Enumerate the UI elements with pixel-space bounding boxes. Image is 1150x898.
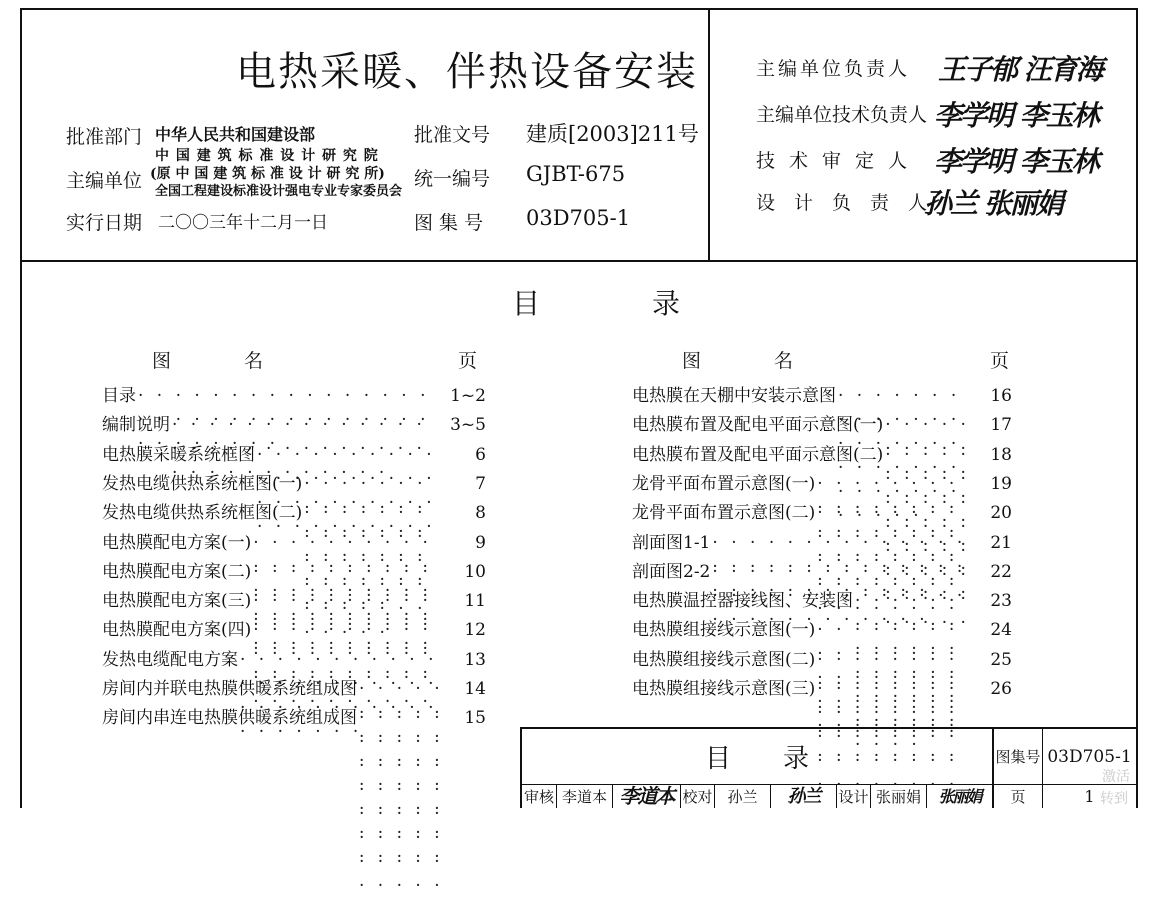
toc-entry-page: 10 <box>464 561 486 582</box>
toc-entry-page: 9 <box>475 532 486 553</box>
toc-entry-page: 24 <box>990 620 1012 641</box>
signature-row-2 <box>756 100 927 127</box>
atlas-no-value: 03D705-1 <box>526 206 631 230</box>
tb-design-name: 张丽娟 <box>875 788 921 806</box>
header-vertical-divider <box>708 8 710 261</box>
toc-entry-name: 龙骨平面布置示意图(一) <box>632 473 816 494</box>
toc-entry-page: 26 <box>990 679 1012 699</box>
toc-entry-page: 8 <box>475 503 486 524</box>
unified-no-label: 统一编号 <box>414 168 491 190</box>
toc-entry-name: 目录 <box>102 386 136 406</box>
tb-review-sig: 李道本 <box>619 783 674 808</box>
editor-label: 主编单位 <box>66 170 143 192</box>
toc-entry-name: 电热膜配电方案(一) <box>102 532 252 553</box>
toc-entry-name: 剖面图2-2 <box>632 561 711 582</box>
toc-entry[interactable] <box>632 443 1012 467</box>
toc-entry-name: 龙骨平面布置示意图(二) <box>632 503 816 524</box>
activation-watermark-line1: 激活 <box>1102 769 1130 785</box>
main-title: 电热采暖、伴热设备安装 <box>236 49 698 95</box>
toc-entry[interactable] <box>632 560 1012 584</box>
toc-entry-name: 发热电缆配电方案 <box>102 649 238 670</box>
toc-entry[interactable] <box>102 413 486 437</box>
toc-entry-page: 14 <box>464 679 486 699</box>
toc-entry[interactable] <box>102 560 486 584</box>
toc-entry-name: 电热膜组接线示意图(二) <box>632 649 816 670</box>
tb-page-label: 页 <box>1010 788 1026 806</box>
toc-entry-page: 17 <box>990 415 1012 436</box>
doc-no-label: 批准文号 <box>414 124 491 146</box>
toc-entry-name: 房间内串连电热膜供暖系统组成图 <box>102 708 357 729</box>
sig-label-reviewer: 技术审定人 <box>756 150 922 172</box>
tb-design-label: 设计 <box>838 788 869 806</box>
tb-review-name: 李道本 <box>561 788 607 806</box>
toc-entry-name: 编制说明 <box>102 415 170 436</box>
sig-tech-chief: 李学明 李玉林 <box>934 99 1098 132</box>
tb-atlas-value: 03D705-1 <box>1047 746 1132 767</box>
toc-entry[interactable] <box>102 531 486 555</box>
toc-entry-name: 电热膜采暖系统框图 <box>102 444 255 465</box>
toc-entry-page: 12 <box>464 620 486 641</box>
sig-label-tech-chief: 主编单位技术负责人 <box>756 104 928 126</box>
toc-entry[interactable] <box>632 618 1012 642</box>
toc-entry[interactable] <box>632 531 1012 555</box>
toc-entry[interactable] <box>632 677 1012 701</box>
toc-entry-page: 15 <box>464 708 486 729</box>
sig-label-chief: 主编单位负责人 <box>756 58 911 80</box>
toc-entry-page: 23 <box>990 591 1012 612</box>
doc-no-value: 建质[2003]211号 <box>526 122 699 146</box>
toc-entry[interactable] <box>632 501 1012 525</box>
toc-entry-page: 19 <box>990 473 1012 494</box>
frame-top <box>20 8 1138 10</box>
tb-check-name: 孙兰 <box>727 788 758 806</box>
toc-entry-name: 房间内并联电热膜供暖系统组成图 <box>102 679 357 699</box>
toc-entry[interactable] <box>102 677 486 701</box>
toc-entry-page: 13 <box>464 649 486 670</box>
toc-entry-name: 电热膜在天棚中安装示意图 <box>632 386 836 406</box>
editor-line-2: (原 中 国 建 筑 标 准 设 计 研 究 所) <box>150 166 385 182</box>
sig-designer: 孙兰 张丽娟 <box>924 187 1062 220</box>
toc-entry-page: 16 <box>990 386 1012 406</box>
signature-row-1 <box>756 54 910 81</box>
toc-right-col-name: 图 名 <box>682 350 798 372</box>
approve-dept-value: 中华人民共和国建设部 <box>155 125 316 144</box>
tb-atlas-label: 图集号 <box>995 748 1041 766</box>
toc-entry-name: 电热膜组接线示意图(一) <box>632 620 816 641</box>
toc-entry[interactable] <box>102 501 486 525</box>
toc-entry-name: 电热膜布置及配电平面示意图(一) <box>632 415 884 436</box>
atlas-no-label: 图 集 号 <box>414 212 484 234</box>
tb-page-value: 1 <box>1084 787 1095 806</box>
frame-right <box>1136 8 1138 808</box>
toc-entry-page: 7 <box>475 473 486 494</box>
tb-design-sig: 张丽娟 <box>938 786 981 806</box>
toc-entry[interactable] <box>102 648 486 672</box>
toc-entry-name: 电热膜组接线示意图(三) <box>632 679 816 699</box>
toc-entry-name: 电热膜配电方案(二) <box>102 561 252 582</box>
editor-line-1: 中 国 建 筑 标 准 设 计 研 究 院 <box>155 148 379 164</box>
toc-entry[interactable] <box>632 413 1012 437</box>
toc-leader-dots <box>357 706 446 898</box>
toc-entry-page: 1~2 <box>450 386 486 406</box>
date-value: 二〇〇三年十二月一日 <box>158 213 328 233</box>
signature-row-4 <box>756 188 946 215</box>
toc-entry[interactable] <box>632 384 1012 408</box>
toc-entry-name: 电热膜配电方案(四) <box>102 620 252 641</box>
sig-label-designer: 设计负责人 <box>756 192 947 214</box>
toc-entry-name: 电热膜配电方案(三) <box>102 591 252 612</box>
toc-entry[interactable] <box>102 384 486 408</box>
activation-watermark-line2: 转到 <box>1100 791 1128 807</box>
sig-reviewer: 李学明 李玉林 <box>934 145 1098 178</box>
approve-dept-label: 批准部门 <box>66 126 143 148</box>
toc-left-col-page: 页 <box>458 350 478 372</box>
tb-check-sig: 孙兰 <box>787 786 820 807</box>
toc-entry-page: 22 <box>990 561 1012 582</box>
tb-check-label: 校对 <box>682 788 713 806</box>
toc-entry[interactable] <box>102 472 486 496</box>
sig-chief: 王子郁 汪育海 <box>938 53 1102 86</box>
toc-entry[interactable] <box>102 589 486 613</box>
editor-line-3: 全国工程建设标准设计强电专业专家委员会 <box>155 184 403 199</box>
toc-entry-name: 发热电缆供热系统框图(一) <box>102 473 303 494</box>
header-divider <box>20 260 1138 262</box>
toc-left-col-name: 图 名 <box>152 350 268 372</box>
toc-entry-page: 20 <box>990 503 1012 524</box>
toc-entry[interactable] <box>632 589 1012 613</box>
tb-drawing-name: 目 录 <box>704 744 809 774</box>
toc-entry[interactable] <box>102 443 486 467</box>
toc-entry-page: 21 <box>990 532 1012 553</box>
toc-entry-page: 25 <box>990 649 1012 670</box>
toc-entry[interactable] <box>102 706 486 730</box>
toc-title: 目 录 <box>512 287 681 320</box>
toc-entry[interactable] <box>102 618 486 642</box>
toc-entry-page: 11 <box>464 591 486 612</box>
toc-entry[interactable] <box>632 648 1012 672</box>
unified-no-value: GJBT-675 <box>526 162 626 186</box>
tb-review-label: 审核 <box>523 788 554 806</box>
toc-entry-name: 发热电缆供热系统框图(二) <box>102 503 303 524</box>
toc-entry-page: 6 <box>475 444 486 465</box>
toc-entry-name: 电热膜温控器接线图、安装图 <box>632 591 853 612</box>
toc-right-col-page: 页 <box>990 350 1010 372</box>
toc-entry-name: 电热膜布置及配电平面示意图(二) <box>632 444 884 465</box>
signature-row-3 <box>756 146 921 173</box>
toc-entry-page: 3~5 <box>450 415 486 436</box>
frame-left <box>20 8 22 808</box>
toc-entry[interactable] <box>632 472 1012 496</box>
date-label: 实行日期 <box>66 212 143 234</box>
toc-entry-page: 18 <box>990 444 1012 465</box>
toc-entry-name: 剖面图1-1 <box>632 532 711 553</box>
